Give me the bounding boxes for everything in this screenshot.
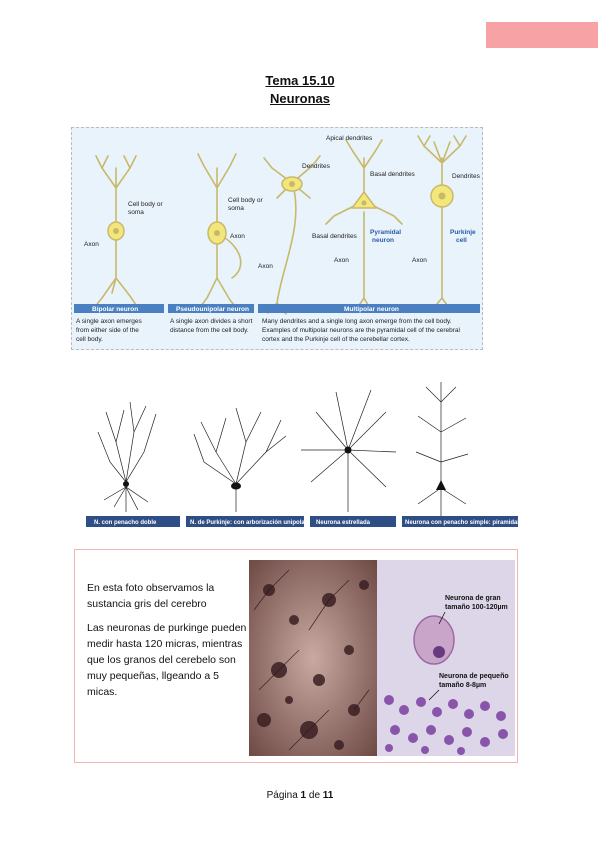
label-axon-2: Axon <box>230 233 245 240</box>
caption-heading-bipolar: Bipolar neuron <box>92 306 139 313</box>
para2-line1: Las neuronas de purkinge pueden <box>87 622 247 634</box>
photo-label-small-1: Neurona de pequeño <box>439 673 509 680</box>
photo-label-small-2: tamaño 8-8µm <box>439 682 487 689</box>
label-basal-dendrites-2: Basal dendrites <box>312 233 357 240</box>
label-soma-2: soma <box>228 205 244 212</box>
para2-line5: micas. <box>87 686 118 698</box>
page-footer <box>0 790 600 801</box>
microscopy-photo <box>249 560 515 756</box>
footer-of: de <box>308 790 321 801</box>
caption-pyramidal: Neurona con penacho simple: piramidal. <box>405 520 518 526</box>
footer-total-pages: 11 <box>322 790 334 801</box>
microscopy-description <box>87 580 247 708</box>
label-cell-body-2: Cell body or <box>228 197 263 204</box>
label-apical-dendrites: Apical dendrites <box>326 135 373 142</box>
caption-purkinje: N. de Purkinje: con arborización unipolar. <box>190 520 309 526</box>
page-subtitle: Neuronas <box>270 91 330 106</box>
label-cell-body-1: Cell body or <box>128 201 163 208</box>
label-dendrites-b: Dendrites <box>452 173 480 180</box>
label-basal-dendrites-1: Basal dendrites <box>370 171 415 178</box>
microscopy-box <box>74 549 518 763</box>
footer-prefix: Página <box>266 790 298 801</box>
caption-multi-line1: Many dendrites and a single long axon emerge from the cell body. <box>262 318 452 325</box>
label-purkinje-1: Purkinje <box>450 229 476 236</box>
label-dendrites-a: Dendrites <box>302 163 330 170</box>
caption-bipolar-line2: from either side of the <box>76 327 139 334</box>
label-soma-1: soma <box>128 209 144 216</box>
caption-pseudo-line2: distance from the cell body. <box>170 327 249 334</box>
caption-pseudo-line1: A single axon divides a short <box>170 318 253 325</box>
label-axon-3: Axon <box>258 263 273 270</box>
para2-line4: muy pequeñas, llgeando a 5 <box>87 670 219 682</box>
drawing-purkinje <box>194 408 286 512</box>
footer-current-page: 1 <box>300 790 307 801</box>
label-axon-4: Axon <box>334 257 349 264</box>
caption-heading-multipolar: Multipolar neuron <box>344 306 399 313</box>
page-title: Tema 15.10 <box>265 73 335 88</box>
para2-line2: medir hasta 120 micras, mientras <box>87 638 243 650</box>
drawing-pyramidal <box>416 382 468 517</box>
label-purkinje-2: cell <box>456 237 467 244</box>
caption-multi-line2: Examples of multipolar neurons are the pyramidal cell of the cerebral <box>262 327 460 334</box>
caption-bipolar-line1: A single axon emerges <box>76 318 142 325</box>
label-pyramidal-2: neuron <box>372 237 395 244</box>
corner-tab <box>486 22 598 48</box>
photo-label-large-1: Neurona de gran <box>445 595 501 602</box>
caption-stellate: Neurona estrellada <box>316 520 371 526</box>
neuron-drawings-figure <box>86 372 518 530</box>
neuron-types-figure <box>71 127 483 350</box>
para2-line3: que los granos del cerebelo son <box>87 654 236 666</box>
caption-heading-pseudounipolar: Pseudounipolar neuron <box>176 306 249 313</box>
caption-multi-line3: cortex and the Purkinje cell of the cerebellar cortex. <box>262 336 410 343</box>
label-axon-1: Axon <box>84 241 99 248</box>
label-axon-5: Axon <box>412 257 427 264</box>
para1-line2: sustancia gris del cerebro <box>87 598 207 610</box>
caption-double-tuft: N. con penacho doble <box>94 520 157 526</box>
label-pyramidal-1: Pyramidal <box>370 229 402 236</box>
caption-bipolar-line3: cell body. <box>76 336 103 343</box>
drawing-double-tuft <box>98 402 156 512</box>
photo-label-large-2: tamaño 100-120µm <box>445 604 508 611</box>
para1-line1: En esta foto observamos la <box>87 582 215 594</box>
